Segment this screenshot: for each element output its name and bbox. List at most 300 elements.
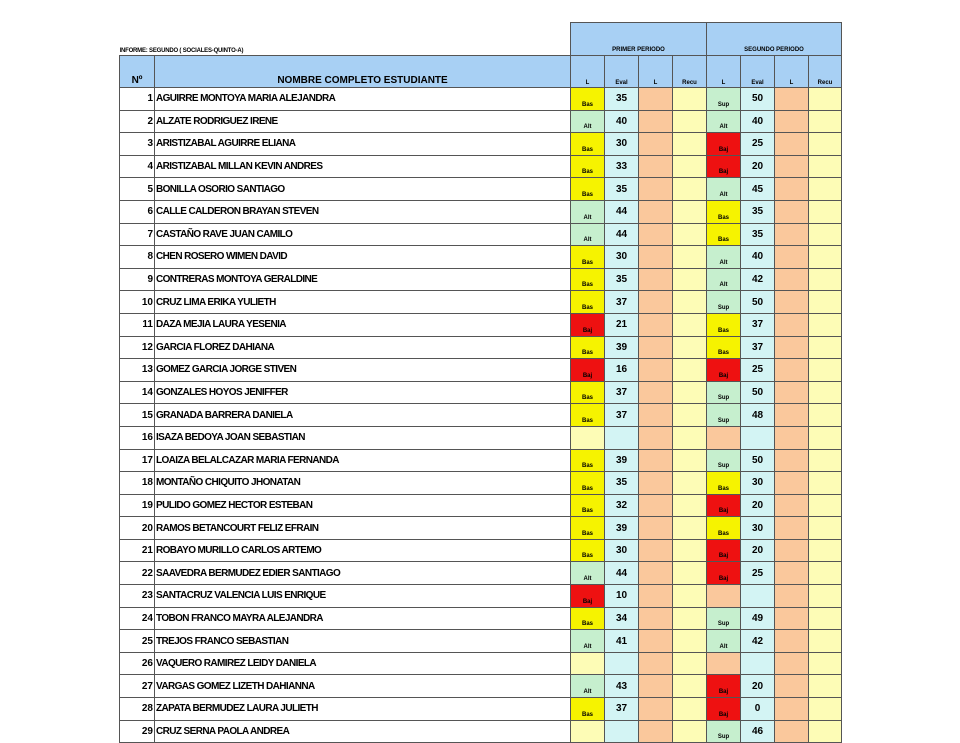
p1-recu-cell <box>673 494 707 517</box>
p1-level-badge: Baj <box>571 313 605 336</box>
p1-level-badge: Bas <box>571 472 605 495</box>
student-number: 12 <box>120 336 155 359</box>
p1-eval-score <box>605 720 639 743</box>
p1-recu-cell <box>673 720 707 743</box>
table-row <box>120 404 842 427</box>
p1-level-2-cell <box>639 539 673 562</box>
p1-level-2-cell <box>639 155 673 178</box>
p2-eval-score: 50 <box>741 381 775 404</box>
p1-level-badge: Bas <box>571 268 605 291</box>
p2-recu-cell <box>809 178 842 201</box>
p2-level-2-cell <box>775 291 809 314</box>
p1-recu-cell <box>673 155 707 178</box>
table-row <box>120 675 842 698</box>
p2-recu-cell <box>809 720 842 743</box>
p1-level-badge: Bas <box>571 381 605 404</box>
student-name: GOMEZ GARCIA JORGE STIVEN <box>155 359 571 382</box>
p2-level-2-cell <box>775 223 809 246</box>
p1-level-badge: Alt <box>571 562 605 585</box>
student-name: TREJOS FRANCO SEBASTIAN <box>155 630 571 653</box>
p1-level-badge <box>571 652 605 675</box>
p1-eval-score: 44 <box>605 223 639 246</box>
p1-level-2-cell <box>639 449 673 472</box>
p1-recu-cell <box>673 472 707 495</box>
table-row <box>120 607 842 630</box>
student-number: 17 <box>120 449 155 472</box>
table-row <box>120 268 842 291</box>
p1-level-2-cell <box>639 494 673 517</box>
student-name: ALZATE RODRIGUEZ IRENE <box>155 110 571 133</box>
header-number: Nº <box>120 56 155 88</box>
p1-recu-cell <box>673 88 707 111</box>
p1-recu-cell <box>673 291 707 314</box>
p1-recu-cell <box>673 133 707 156</box>
student-number: 4 <box>120 155 155 178</box>
table-row <box>120 449 842 472</box>
student-name: MONTAÑO CHIQUITO JHONATAN <box>155 472 571 495</box>
p2-recu-cell <box>809 472 842 495</box>
p1-eval-score: 30 <box>605 246 639 269</box>
p1-level-2-cell <box>639 630 673 653</box>
p2-eval-score: 42 <box>741 630 775 653</box>
p2-level-badge: Baj <box>707 155 741 178</box>
student-name: SAAVEDRA BERMUDEZ EDIER SANTIAGO <box>155 562 571 585</box>
p2-eval-score: 37 <box>741 336 775 359</box>
student-name: SANTACRUZ VALENCIA LUIS ENRIQUE <box>155 585 571 608</box>
p2-eval-score: 20 <box>741 675 775 698</box>
p2-eval-score: 42 <box>741 268 775 291</box>
student-number: 9 <box>120 268 155 291</box>
p2-recu-cell <box>809 336 842 359</box>
p1-recu-cell <box>673 178 707 201</box>
student-number: 26 <box>120 652 155 675</box>
p2-level-2-cell <box>775 539 809 562</box>
p1-recu-cell <box>673 200 707 223</box>
p2-eval-score: 30 <box>741 472 775 495</box>
table-row <box>120 178 842 201</box>
student-name: CHEN ROSERO WIMEN DAVID <box>155 246 571 269</box>
table-row <box>120 539 842 562</box>
table-row <box>120 110 842 133</box>
student-number: 21 <box>120 539 155 562</box>
table-row <box>120 336 842 359</box>
p1-recu-cell <box>673 539 707 562</box>
p1-level-2-cell <box>639 110 673 133</box>
column-header-row <box>120 56 842 88</box>
p2-level-badge: Sup <box>707 607 741 630</box>
student-number: 6 <box>120 200 155 223</box>
header-student-name: NOMBRE COMPLETO ESTUDIANTE <box>155 56 571 88</box>
student-name: CONTRERAS MONTOYA GERALDINE <box>155 268 571 291</box>
period1-header: PRIMER PERIODO <box>571 23 707 56</box>
p1-eval-score: 30 <box>605 539 639 562</box>
p1-level-badge: Alt <box>571 630 605 653</box>
p1-eval-score: 41 <box>605 630 639 653</box>
p2-eval-score: 46 <box>741 720 775 743</box>
p2-recu-cell <box>809 291 842 314</box>
p1-level-2-cell <box>639 472 673 495</box>
p2-recu-cell <box>809 630 842 653</box>
student-name: PULIDO GOMEZ HECTOR ESTEBAN <box>155 494 571 517</box>
header-p2-eval: Eval <box>741 56 775 88</box>
p2-level-badge: Bas <box>707 223 741 246</box>
p1-eval-score: 39 <box>605 517 639 540</box>
p2-level-2-cell <box>775 517 809 540</box>
table-row <box>120 155 842 178</box>
p2-recu-cell <box>809 494 842 517</box>
period2-header: SEGUNDO PERIODO <box>707 23 842 56</box>
p1-level-badge: Alt <box>571 200 605 223</box>
p2-level-badge: Sup <box>707 720 741 743</box>
student-name: TOBON FRANCO MAYRA ALEJANDRA <box>155 607 571 630</box>
p1-level-badge: Bas <box>571 698 605 721</box>
table-row <box>120 562 842 585</box>
p1-level-badge: Bas <box>571 539 605 562</box>
p1-recu-cell <box>673 675 707 698</box>
p1-recu-cell <box>673 652 707 675</box>
p1-level-2-cell <box>639 359 673 382</box>
student-name: GONZALES HOYOS JENIFFER <box>155 381 571 404</box>
p2-level-badge: Baj <box>707 539 741 562</box>
p1-level-2-cell <box>639 246 673 269</box>
p1-eval-score: 34 <box>605 607 639 630</box>
p1-level-2-cell <box>639 426 673 449</box>
table-row <box>120 200 842 223</box>
student-number: 20 <box>120 517 155 540</box>
header-p2-level: L <box>707 56 741 88</box>
student-number: 16 <box>120 426 155 449</box>
student-number: 5 <box>120 178 155 201</box>
p1-recu-cell <box>673 630 707 653</box>
p2-level-2-cell <box>775 426 809 449</box>
p2-level-2-cell <box>775 336 809 359</box>
p2-level-badge: Bas <box>707 517 741 540</box>
p1-level-badge: Bas <box>571 517 605 540</box>
p1-level-2-cell <box>639 585 673 608</box>
p2-eval-score: 35 <box>741 200 775 223</box>
p1-level-badge: Baj <box>571 585 605 608</box>
p2-recu-cell <box>809 200 842 223</box>
p2-level-2-cell <box>775 381 809 404</box>
student-number: 18 <box>120 472 155 495</box>
p2-recu-cell <box>809 223 842 246</box>
p1-eval-score: 37 <box>605 291 639 314</box>
student-name: BONILLA OSORIO SANTIAGO <box>155 178 571 201</box>
report-title: INFORME: SEGUNDO ( SOCIALES-QUINTO-A) <box>119 48 244 54</box>
header-p1-level-2: L <box>639 56 673 88</box>
p2-level-badge: Alt <box>707 178 741 201</box>
p2-eval-score: 30 <box>741 517 775 540</box>
p2-level-badge: Sup <box>707 381 741 404</box>
p1-level-2-cell <box>639 200 673 223</box>
p1-level-2-cell <box>639 517 673 540</box>
p2-recu-cell <box>809 562 842 585</box>
p1-level-2-cell <box>639 268 673 291</box>
student-name: ROBAYO MURILLO CARLOS ARTEMO <box>155 539 571 562</box>
table-row <box>120 517 842 540</box>
p2-recu-cell <box>809 675 842 698</box>
p2-level-2-cell <box>775 720 809 743</box>
p2-eval-score <box>741 585 775 608</box>
p1-recu-cell <box>673 404 707 427</box>
p1-recu-cell <box>673 246 707 269</box>
p1-eval-score: 37 <box>605 698 639 721</box>
p1-eval-score: 33 <box>605 155 639 178</box>
p2-level-badge: Baj <box>707 698 741 721</box>
p1-eval-score: 37 <box>605 381 639 404</box>
p1-eval-score <box>605 426 639 449</box>
p1-level-2-cell <box>639 720 673 743</box>
table-row <box>120 494 842 517</box>
p2-eval-score: 20 <box>741 494 775 517</box>
table-row <box>120 630 842 653</box>
student-number: 27 <box>120 675 155 698</box>
p1-eval-score: 35 <box>605 178 639 201</box>
p2-level-2-cell <box>775 404 809 427</box>
header-p2-level-2: L <box>775 56 809 88</box>
p2-recu-cell <box>809 268 842 291</box>
p2-level-badge: Sup <box>707 449 741 472</box>
p2-level-2-cell <box>775 585 809 608</box>
p1-eval-score: 30 <box>605 133 639 156</box>
p1-level-2-cell <box>639 178 673 201</box>
p1-level-badge: Bas <box>571 336 605 359</box>
p1-eval-score: 37 <box>605 404 639 427</box>
p1-level-badge: Bas <box>571 494 605 517</box>
p1-recu-cell <box>673 336 707 359</box>
p1-eval-score: 39 <box>605 336 639 359</box>
student-rows <box>120 88 842 743</box>
table-row <box>120 472 842 495</box>
p1-eval-score: 35 <box>605 472 639 495</box>
p1-eval-score: 32 <box>605 494 639 517</box>
header-p2-recu: Recu <box>809 56 842 88</box>
p2-level-badge: Sup <box>707 88 741 111</box>
p2-level-badge: Sup <box>707 404 741 427</box>
p1-eval-score: 21 <box>605 313 639 336</box>
p2-level-badge: Bas <box>707 336 741 359</box>
p2-recu-cell <box>809 539 842 562</box>
p2-recu-cell <box>809 652 842 675</box>
p1-recu-cell <box>673 449 707 472</box>
p1-recu-cell <box>673 698 707 721</box>
p1-eval-score: 35 <box>605 268 639 291</box>
student-name: VAQUERO RAMIREZ LEIDY DANIELA <box>155 652 571 675</box>
student-name: ARISTIZABAL MILLAN KEVIN ANDRES <box>155 155 571 178</box>
p2-recu-cell <box>809 155 842 178</box>
student-number: 22 <box>120 562 155 585</box>
student-name: GRANADA BARRERA DANIELA <box>155 404 571 427</box>
student-number: 23 <box>120 585 155 608</box>
p2-eval-score: 20 <box>741 539 775 562</box>
student-number: 28 <box>120 698 155 721</box>
p1-level-badge: Bas <box>571 404 605 427</box>
student-name: LOAIZA BELALCAZAR MARIA FERNANDA <box>155 449 571 472</box>
student-number: 14 <box>120 381 155 404</box>
student-name: DAZA MEJIA LAURA YESENIA <box>155 313 571 336</box>
student-number: 8 <box>120 246 155 269</box>
student-number: 7 <box>120 223 155 246</box>
p2-recu-cell <box>809 133 842 156</box>
p1-recu-cell <box>673 585 707 608</box>
p2-level-2-cell <box>775 698 809 721</box>
p1-eval-score: 44 <box>605 200 639 223</box>
table-row <box>120 246 842 269</box>
table-row <box>120 313 842 336</box>
p2-eval-score: 50 <box>741 449 775 472</box>
p2-level-2-cell <box>775 110 809 133</box>
p1-level-2-cell <box>639 652 673 675</box>
student-name: ARISTIZABAL AGUIRRE ELIANA <box>155 133 571 156</box>
p2-eval-score: 25 <box>741 359 775 382</box>
p1-level-badge: Bas <box>571 246 605 269</box>
student-name: CALLE CALDERON BRAYAN STEVEN <box>155 200 571 223</box>
p2-level-badge: Bas <box>707 200 741 223</box>
student-name: VARGAS GOMEZ LIZETH DAHIANNA <box>155 675 571 698</box>
p2-level-2-cell <box>775 155 809 178</box>
p2-level-2-cell <box>775 607 809 630</box>
title-row <box>120 23 842 56</box>
student-number: 11 <box>120 313 155 336</box>
table-row <box>120 88 842 111</box>
p2-eval-score: 50 <box>741 291 775 314</box>
p1-level-2-cell <box>639 675 673 698</box>
p1-level-badge <box>571 426 605 449</box>
p2-eval-score: 20 <box>741 155 775 178</box>
p1-level-badge: Bas <box>571 155 605 178</box>
p2-level-badge <box>707 426 741 449</box>
p2-recu-cell <box>809 313 842 336</box>
student-number: 19 <box>120 494 155 517</box>
p2-eval-score: 48 <box>741 404 775 427</box>
student-name: AGUIRRE MONTOYA MARIA ALEJANDRA <box>155 88 571 111</box>
p2-level-badge: Sup <box>707 291 741 314</box>
p1-level-2-cell <box>639 291 673 314</box>
table-row <box>120 585 842 608</box>
p1-level-badge: Baj <box>571 359 605 382</box>
p1-eval-score: 43 <box>605 675 639 698</box>
p2-eval-score: 35 <box>741 223 775 246</box>
p2-recu-cell <box>809 359 842 382</box>
p1-eval-score: 40 <box>605 110 639 133</box>
p2-level-badge: Baj <box>707 359 741 382</box>
p1-level-badge: Bas <box>571 88 605 111</box>
p1-eval-score: 10 <box>605 585 639 608</box>
p1-recu-cell <box>673 517 707 540</box>
p2-eval-score: 25 <box>741 133 775 156</box>
p1-eval-score: 39 <box>605 449 639 472</box>
header-p1-level: L <box>571 56 605 88</box>
p1-level-2-cell <box>639 313 673 336</box>
p2-recu-cell <box>809 585 842 608</box>
p1-level-2-cell <box>639 223 673 246</box>
p2-level-badge: Baj <box>707 675 741 698</box>
p2-level-2-cell <box>775 246 809 269</box>
p1-eval-score <box>605 652 639 675</box>
p2-level-badge: Alt <box>707 110 741 133</box>
student-number: 10 <box>120 291 155 314</box>
table-row <box>120 223 842 246</box>
p2-eval-score: 45 <box>741 178 775 201</box>
student-name: ZAPATA BERMUDEZ LAURA JULIETH <box>155 698 571 721</box>
p1-recu-cell <box>673 223 707 246</box>
table-row <box>120 426 842 449</box>
p2-level-badge: Alt <box>707 246 741 269</box>
student-number: 24 <box>120 607 155 630</box>
p2-recu-cell <box>809 607 842 630</box>
p2-recu-cell <box>809 449 842 472</box>
p2-level-2-cell <box>775 268 809 291</box>
p1-eval-score: 35 <box>605 88 639 111</box>
student-number: 13 <box>120 359 155 382</box>
p1-level-2-cell <box>639 381 673 404</box>
p2-level-2-cell <box>775 675 809 698</box>
p2-recu-cell <box>809 88 842 111</box>
p1-level-2-cell <box>639 88 673 111</box>
table-row <box>120 291 842 314</box>
p2-level-badge <box>707 585 741 608</box>
p2-recu-cell <box>809 426 842 449</box>
p2-level-2-cell <box>775 313 809 336</box>
p1-eval-score: 44 <box>605 562 639 585</box>
header-p1-recu: Recu <box>673 56 707 88</box>
p2-recu-cell <box>809 246 842 269</box>
p1-level-2-cell <box>639 336 673 359</box>
table-row <box>120 652 842 675</box>
p2-level-2-cell <box>775 359 809 382</box>
p1-level-badge <box>571 720 605 743</box>
header-p1-eval: Eval <box>605 56 639 88</box>
p1-recu-cell <box>673 607 707 630</box>
p2-level-badge: Baj <box>707 494 741 517</box>
grades-table <box>119 22 842 743</box>
student-name: CASTAÑO RAVE JUAN CAMILO <box>155 223 571 246</box>
student-number: 25 <box>120 630 155 653</box>
p2-level-2-cell <box>775 88 809 111</box>
p2-level-badge: Alt <box>707 630 741 653</box>
table-row <box>120 381 842 404</box>
p2-level-2-cell <box>775 200 809 223</box>
p1-level-2-cell <box>639 562 673 585</box>
p2-level-2-cell <box>775 133 809 156</box>
p1-level-2-cell <box>639 607 673 630</box>
student-name: ISAZA BEDOYA JOAN SEBASTIAN <box>155 426 571 449</box>
p1-level-badge: Alt <box>571 675 605 698</box>
p2-level-badge: Bas <box>707 472 741 495</box>
table-row <box>120 133 842 156</box>
student-number: 2 <box>120 110 155 133</box>
p1-level-badge: Alt <box>571 223 605 246</box>
p2-eval-score: 25 <box>741 562 775 585</box>
p1-level-badge: Bas <box>571 178 605 201</box>
p1-level-badge: Bas <box>571 449 605 472</box>
p1-recu-cell <box>673 268 707 291</box>
p2-level-badge <box>707 652 741 675</box>
p2-level-2-cell <box>775 652 809 675</box>
p1-recu-cell <box>673 313 707 336</box>
p1-recu-cell <box>673 562 707 585</box>
p1-level-badge: Bas <box>571 607 605 630</box>
p2-level-badge: Bas <box>707 313 741 336</box>
table-row <box>120 698 842 721</box>
p1-level-badge: Bas <box>571 291 605 314</box>
student-number: 15 <box>120 404 155 427</box>
p2-recu-cell <box>809 110 842 133</box>
p1-recu-cell <box>673 110 707 133</box>
p1-level-2-cell <box>639 404 673 427</box>
p1-recu-cell <box>673 359 707 382</box>
student-name: CRUZ SERNA PAOLA ANDREA <box>155 720 571 743</box>
